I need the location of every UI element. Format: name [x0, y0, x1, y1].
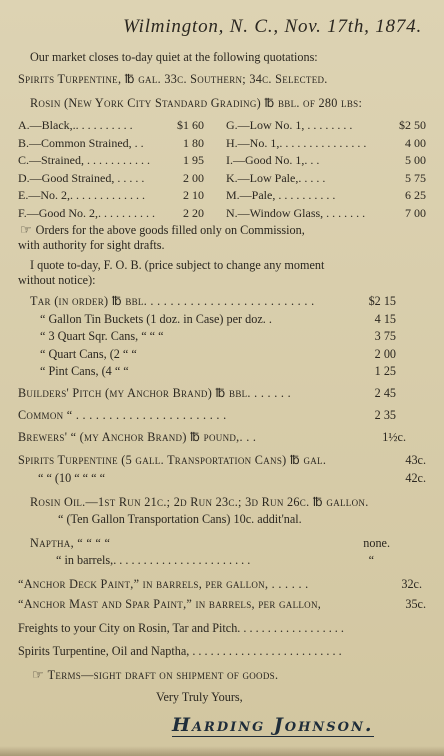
- tar-item-price: 1 25: [374, 364, 396, 379]
- rosin-header: Rosin (New York City Standard Grading) ℔ bbl. of 280 lbs:: [30, 96, 363, 110]
- grade-label: H.—No. 1,. . . . . . . . . . . . . . .: [226, 135, 367, 150]
- grade-price: 7 00: [405, 206, 426, 220]
- rosin-grade-row: [18, 153, 430, 168]
- grade-label: K.—Low Pale,. . . . .: [226, 170, 326, 185]
- pointing-hand-icon: ☞: [32, 667, 44, 682]
- tar-item-price: $2 15: [368, 294, 396, 308]
- naptha-row: Naptha, “ “ “ “ none.: [30, 536, 390, 550]
- anchor-deck-paint-row: “Anchor Deck Paint,” in barrels, per gallon, . . . . . . 32c.: [18, 577, 422, 591]
- spirits-turpentine-line: Spirits Turpentine, ℔ gal. 33c. Southern; 34c. Selected.: [18, 72, 328, 86]
- grade-price: $2 50: [399, 118, 426, 132]
- common-pitch-row: Common “ . . . . . . . . . . . . . . . . . . . . . . . 2 35: [18, 408, 396, 422]
- rosin-grade-row: [18, 118, 430, 133]
- spirits-cans-row-2: “ “ (10 “ “ “ “ 42c.: [38, 471, 426, 485]
- tar-item-label: “ Gallon Tin Buckets (1 doz. in Case) per doz. .: [40, 311, 272, 326]
- tar-price-row: [40, 364, 430, 379]
- brewers-pitch-row: Brewers' “ (my Anchor Brand) ℔ pound,. . . 1½c.: [18, 430, 406, 444]
- grade-label: D.—Good Strained, . . . . .: [18, 170, 145, 185]
- tar-item-label: “ 3 Quart Sqr. Cans, “ “ “: [40, 329, 164, 344]
- grade-price: 1 95: [183, 153, 204, 168]
- tar-item-price: 3 75: [374, 329, 396, 344]
- dateline: Wilmington, N. C., Nov. 17th, 1874.: [123, 16, 422, 37]
- naptha-row-2: “ in barrels,. . . . . . . . . . . . . . . . . . . . . . . “: [56, 553, 374, 567]
- grade-price: 5 75: [405, 170, 426, 185]
- closing: Very Truly Yours,: [156, 690, 243, 704]
- tar-item-label: Tar (in order) ℔ bbl. . . . . . . . . . . . . . . . . . . . . . . . . .: [30, 294, 315, 308]
- rosin-grade-row: [18, 188, 430, 203]
- tar-price-row: [30, 294, 430, 309]
- intro-text: Our market closes to-day quiet at the following quotations:: [30, 50, 318, 64]
- spirits-cans-row: Spirits Turpentine (5 gall. Transportation Cans) ℔ gal. 43c.: [18, 453, 426, 467]
- rosin-grade-row: [18, 171, 430, 186]
- grade-price: 1 80: [183, 135, 204, 150]
- rosin-oil-row-2: “ (Ten Gallon Transportation Cans) 10c. addit'nal.: [58, 512, 302, 526]
- tar-price-row: [40, 329, 430, 344]
- grade-label: G.—Low No. 1, . . . . . . . .: [226, 118, 353, 132]
- quote-line: I quote to-day, F. O. B. (price subject to change any moment: [30, 258, 325, 272]
- grade-price: 4 00: [405, 135, 426, 150]
- grade-price: 5 00: [405, 153, 426, 168]
- grade-label: E.—No. 2,. . . . . . . . . . . . .: [18, 188, 145, 203]
- grade-label: N.—Window Glass, . . . . . . .: [226, 206, 366, 220]
- orders-line-2: with authority for sight drafts.: [18, 238, 165, 252]
- tar-price-row: [40, 347, 430, 362]
- quote-line-2: without notice):: [18, 273, 96, 287]
- terms-line: ☞ Terms—sight draft on shipment of goods.: [32, 667, 279, 682]
- builders-pitch-row: Builders' Pitch (my Anchor Brand) ℔ bbl. . . . . . . 2 45: [18, 386, 396, 400]
- grade-price: 2 10: [183, 188, 204, 203]
- grade-label: C.—Strained, . . . . . . . . . . .: [18, 153, 150, 168]
- grade-label: B.—Common Strained, . .: [18, 135, 144, 150]
- rosin-oil-row: Rosin Oil.—1st Run 21c.; 2d Run 23c.; 3d Run 26c. ℔ gallon.: [30, 495, 369, 509]
- grade-price: $1 60: [177, 118, 204, 132]
- freights-line: Freights to your City on Rosin, Tar and Pitch. . . . . . . . . . . . . . . . . .: [18, 621, 344, 635]
- tar-item-price: 2 00: [374, 346, 396, 361]
- freights-line-2: Spirits Turpentine, Oil and Naptha, . . . . . . . . . . . . . . . . . . . . . . . . .: [18, 644, 342, 658]
- signature: Harding Johnson.: [172, 714, 374, 736]
- tar-item-price: 4 15: [374, 311, 396, 326]
- grade-price: 2 20: [183, 206, 204, 220]
- tar-item-label: “ Quart Cans, (2 “ “: [40, 346, 137, 361]
- rosin-grade-row: [18, 136, 430, 151]
- grade-price: 6 25: [405, 188, 426, 203]
- orders-line: ☞ Orders for the above goods filled only on Commission,: [20, 222, 305, 237]
- grade-label: M.—Pale, . . . . . . . . . .: [226, 188, 336, 203]
- rosin-grade-row: [18, 206, 430, 221]
- grade-label: I.—Good No. 1,. . .: [226, 153, 320, 168]
- grade-label: A.—Black,.. . . . . . . . . .: [18, 118, 133, 132]
- pointing-hand-icon: ☞: [20, 222, 32, 237]
- tar-item-label: “ Pint Cans, (4 “ “: [40, 364, 129, 379]
- tar-price-row: [40, 312, 430, 327]
- anchor-mast-paint-row: “Anchor Mast and Spar Paint,” in barrels, per gallon, 35c.: [18, 597, 426, 611]
- grade-price: 2 00: [183, 170, 204, 185]
- grade-label: F.—Good No. 2,. . . . . . . . . .: [18, 206, 156, 220]
